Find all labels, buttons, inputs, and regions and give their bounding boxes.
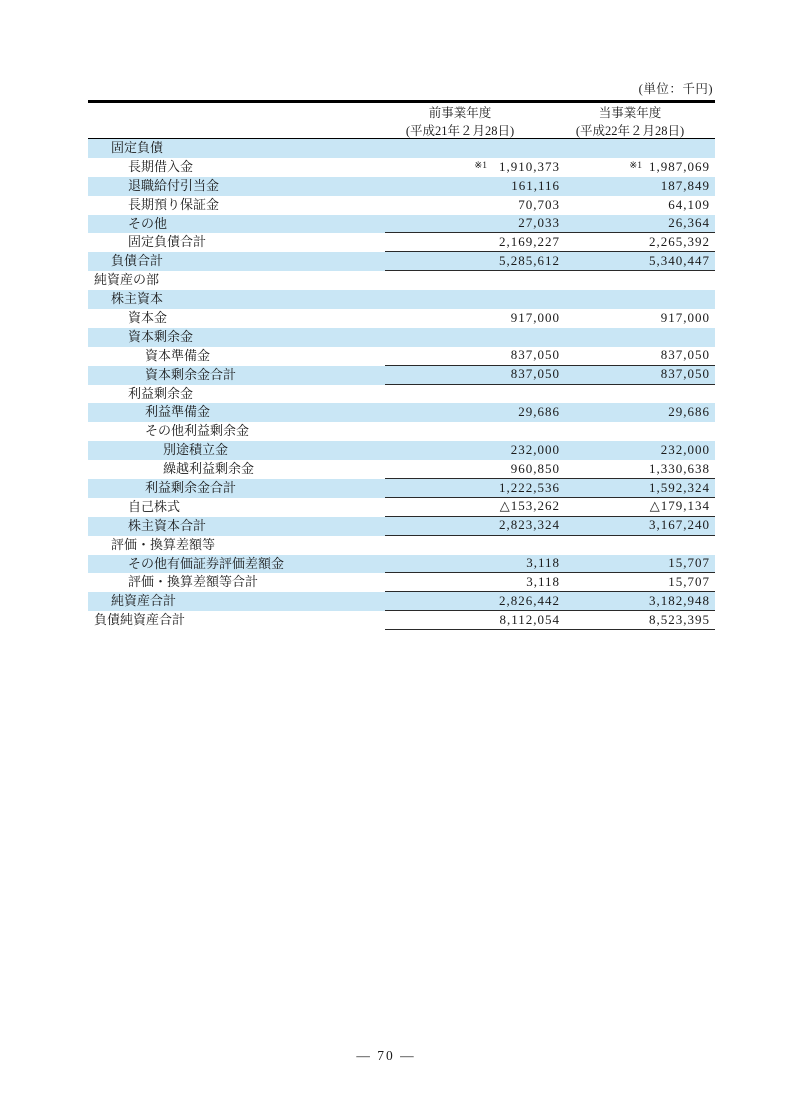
- table-row: [88, 422, 715, 441]
- value-current-year: [560, 347, 715, 365]
- amount: 2,265,392: [649, 233, 710, 249]
- value-previous-year: [385, 328, 560, 347]
- amount: △153,262: [499, 498, 560, 514]
- row-label: 別途積立金: [163, 442, 229, 458]
- row-label: 繰越利益剰余金: [163, 461, 255, 477]
- amount: 3,118: [526, 555, 560, 571]
- row-values: [385, 271, 715, 290]
- row-label: 負債合計: [111, 253, 164, 269]
- table-row: [88, 536, 715, 555]
- value-current-year: [560, 479, 715, 497]
- value-current-year: [560, 555, 715, 573]
- row-label: 自己株式: [128, 498, 181, 514]
- column-header-previous-year: [370, 105, 550, 140]
- amount: 960,850: [510, 460, 560, 476]
- row-label: その他利益剰余金: [145, 423, 250, 439]
- table-row: [88, 498, 715, 517]
- value-previous-year: [385, 139, 560, 158]
- table-header: [88, 100, 715, 139]
- table-row: [88, 139, 715, 158]
- amount: 27,033: [518, 215, 560, 231]
- value-current-year: [560, 158, 715, 177]
- value-previous-year: [385, 215, 560, 233]
- amount: △179,134: [649, 498, 710, 514]
- row-values: [385, 385, 715, 404]
- row-values: [385, 139, 715, 158]
- amount: 5,285,612: [499, 252, 560, 268]
- value-current-year: [560, 592, 715, 610]
- row-values: [385, 177, 715, 196]
- value-previous-year: [385, 422, 560, 441]
- row-values: [385, 592, 715, 611]
- row-values: [385, 328, 715, 347]
- row-label: 資本金: [128, 310, 168, 326]
- unit-label: (単位：千円): [638, 82, 713, 96]
- table-row: [88, 573, 715, 592]
- amount: 26,364: [668, 215, 710, 231]
- value-current-year: [560, 290, 715, 309]
- amount: 8,523,395: [649, 611, 710, 627]
- table-row: [88, 385, 715, 404]
- table-row: [88, 517, 715, 536]
- value-previous-year: [385, 460, 560, 478]
- table-row: [88, 309, 715, 328]
- row-label: 純資産の部: [94, 272, 160, 288]
- row-label: 株主資本: [111, 291, 164, 307]
- amount: 70,703: [518, 196, 560, 212]
- value-current-year: [560, 215, 715, 233]
- amount: 917,000: [510, 310, 560, 326]
- value-current-year: [560, 366, 715, 384]
- amount: 8,112,054: [499, 611, 560, 627]
- table-row: [88, 611, 715, 630]
- column-title: 前事業年度: [428, 106, 492, 120]
- row-values: [385, 290, 715, 309]
- row-values: [385, 479, 715, 498]
- row-values: [385, 460, 715, 479]
- table-row: [88, 328, 715, 347]
- amount: 3,118: [526, 573, 560, 589]
- footnote-ref: ※1: [629, 160, 642, 171]
- column-subtitle: (平成21年２月28日): [405, 123, 515, 138]
- table-row: [88, 233, 715, 252]
- amount: 837,050: [660, 366, 710, 382]
- table-body: [88, 139, 715, 630]
- row-values: [385, 215, 715, 234]
- amount: 5,340,447: [649, 252, 710, 268]
- row-label: 資本剰余金合計: [145, 366, 237, 382]
- value-previous-year: [385, 441, 560, 460]
- row-label: 固定負債: [111, 140, 164, 155]
- row-values: [385, 517, 715, 536]
- amount: 29,686: [518, 404, 560, 420]
- amount: 917,000: [660, 310, 710, 326]
- row-label: 評価・換算差額等合計: [128, 574, 259, 590]
- value-previous-year: [385, 158, 560, 177]
- amount: 837,050: [510, 366, 560, 382]
- table-row: [88, 460, 715, 479]
- value-previous-year: [385, 592, 560, 610]
- row-label: 長期預り保証金: [128, 196, 220, 212]
- row-values: [385, 366, 715, 385]
- page-number: — 70 —: [356, 1048, 416, 1063]
- table-row: [88, 479, 715, 498]
- row-label: 利益準備金: [145, 404, 211, 420]
- value-previous-year: [385, 347, 560, 365]
- row-values: [385, 573, 715, 592]
- table-row: [88, 592, 715, 611]
- amount: 837,050: [510, 347, 560, 363]
- value-previous-year: [385, 403, 560, 422]
- row-values: [385, 309, 715, 328]
- amount: 1,910,373: [499, 158, 560, 174]
- value-current-year: [560, 611, 715, 629]
- table-row: [88, 555, 715, 574]
- row-label: 資本準備金: [145, 347, 211, 363]
- value-current-year: [560, 139, 715, 158]
- row-values: [385, 441, 715, 460]
- amount: 161,116: [511, 177, 560, 193]
- value-previous-year: [385, 252, 560, 270]
- amount: 64,109: [668, 196, 710, 212]
- row-label: 固定負債合計: [128, 234, 207, 250]
- row-values: [385, 611, 715, 630]
- value-current-year: [560, 536, 715, 555]
- row-values: [385, 347, 715, 366]
- value-previous-year: [385, 555, 560, 573]
- row-label: 負債純資産合計: [94, 612, 186, 628]
- value-previous-year: [385, 611, 560, 629]
- row-label: 株主資本合計: [128, 517, 207, 533]
- row-values: [385, 403, 715, 422]
- table-row: [88, 177, 715, 196]
- value-previous-year: [385, 479, 560, 497]
- table-row: [88, 158, 715, 177]
- value-current-year: [560, 196, 715, 215]
- table-row: [88, 366, 715, 385]
- value-previous-year: [385, 196, 560, 215]
- value-current-year: [560, 309, 715, 328]
- amount: 2,169,227: [499, 233, 560, 249]
- value-current-year: [560, 422, 715, 441]
- row-label: 長期借入金: [128, 158, 194, 174]
- value-current-year: [560, 498, 715, 516]
- amount: 29,686: [668, 404, 710, 420]
- row-label: 利益剰余金合計: [145, 480, 237, 496]
- value-previous-year: [385, 309, 560, 328]
- row-values: [385, 536, 715, 555]
- value-previous-year: [385, 177, 560, 196]
- value-current-year: [560, 517, 715, 535]
- row-values: [385, 422, 715, 441]
- table-row: [88, 290, 715, 309]
- table-row: [88, 196, 715, 215]
- value-current-year: [560, 328, 715, 347]
- amount: 15,707: [668, 573, 710, 589]
- amount: 1,987,069: [649, 158, 710, 174]
- value-previous-year: [385, 498, 560, 516]
- column-title: 当事業年度: [598, 106, 662, 120]
- value-current-year: [560, 385, 715, 404]
- value-current-year: [560, 271, 715, 290]
- amount: 1,592,324: [649, 479, 710, 495]
- table-row: [88, 271, 715, 290]
- table-row: [88, 252, 715, 271]
- value-previous-year: [385, 366, 560, 384]
- row-values: [385, 233, 715, 252]
- row-label: 資本剰余金: [128, 328, 194, 344]
- amount: 3,182,948: [649, 592, 710, 608]
- value-previous-year: [385, 573, 560, 591]
- row-label: その他: [128, 215, 168, 231]
- value-previous-year: [385, 271, 560, 290]
- table-row: [88, 441, 715, 460]
- amount: 2,823,324: [499, 517, 560, 533]
- value-current-year: [560, 403, 715, 422]
- balance-sheet-table: [88, 100, 715, 630]
- footnote-ref: ※1: [474, 160, 487, 171]
- amount: 1,222,536: [499, 479, 560, 495]
- row-label: 評価・換算差額等: [111, 536, 216, 552]
- value-current-year: [560, 252, 715, 270]
- value-current-year: [560, 441, 715, 460]
- row-values: [385, 158, 715, 177]
- table-row: [88, 347, 715, 366]
- amount: 2,826,442: [499, 592, 560, 608]
- row-label: 純資産合計: [111, 593, 177, 609]
- row-values: [385, 196, 715, 215]
- row-values: [385, 252, 715, 271]
- amount: 187,849: [660, 177, 710, 193]
- row-values: [385, 498, 715, 517]
- row-values: [385, 555, 715, 574]
- column-header-current-year: [540, 105, 720, 140]
- column-subtitle: (平成22年２月28日): [575, 123, 685, 138]
- value-current-year: [560, 460, 715, 478]
- value-current-year: [560, 573, 715, 591]
- amount: 232,000: [510, 442, 560, 458]
- value-previous-year: [385, 290, 560, 309]
- value-current-year: [560, 233, 715, 251]
- amount: 15,707: [668, 555, 710, 571]
- table-row: [88, 215, 715, 234]
- amount: 1,330,638: [649, 460, 710, 476]
- row-label: 利益剰余金: [128, 385, 194, 401]
- value-previous-year: [385, 536, 560, 555]
- amount: 837,050: [660, 347, 710, 363]
- amount: 232,000: [660, 442, 710, 458]
- value-previous-year: [385, 517, 560, 535]
- table-row: [88, 403, 715, 422]
- value-current-year: [560, 177, 715, 196]
- row-label: その他有価証券評価差額金: [128, 555, 285, 571]
- amount: 3,167,240: [649, 517, 710, 533]
- value-previous-year: [385, 385, 560, 404]
- value-previous-year: [385, 233, 560, 251]
- row-label: 退職給付引当金: [128, 177, 220, 193]
